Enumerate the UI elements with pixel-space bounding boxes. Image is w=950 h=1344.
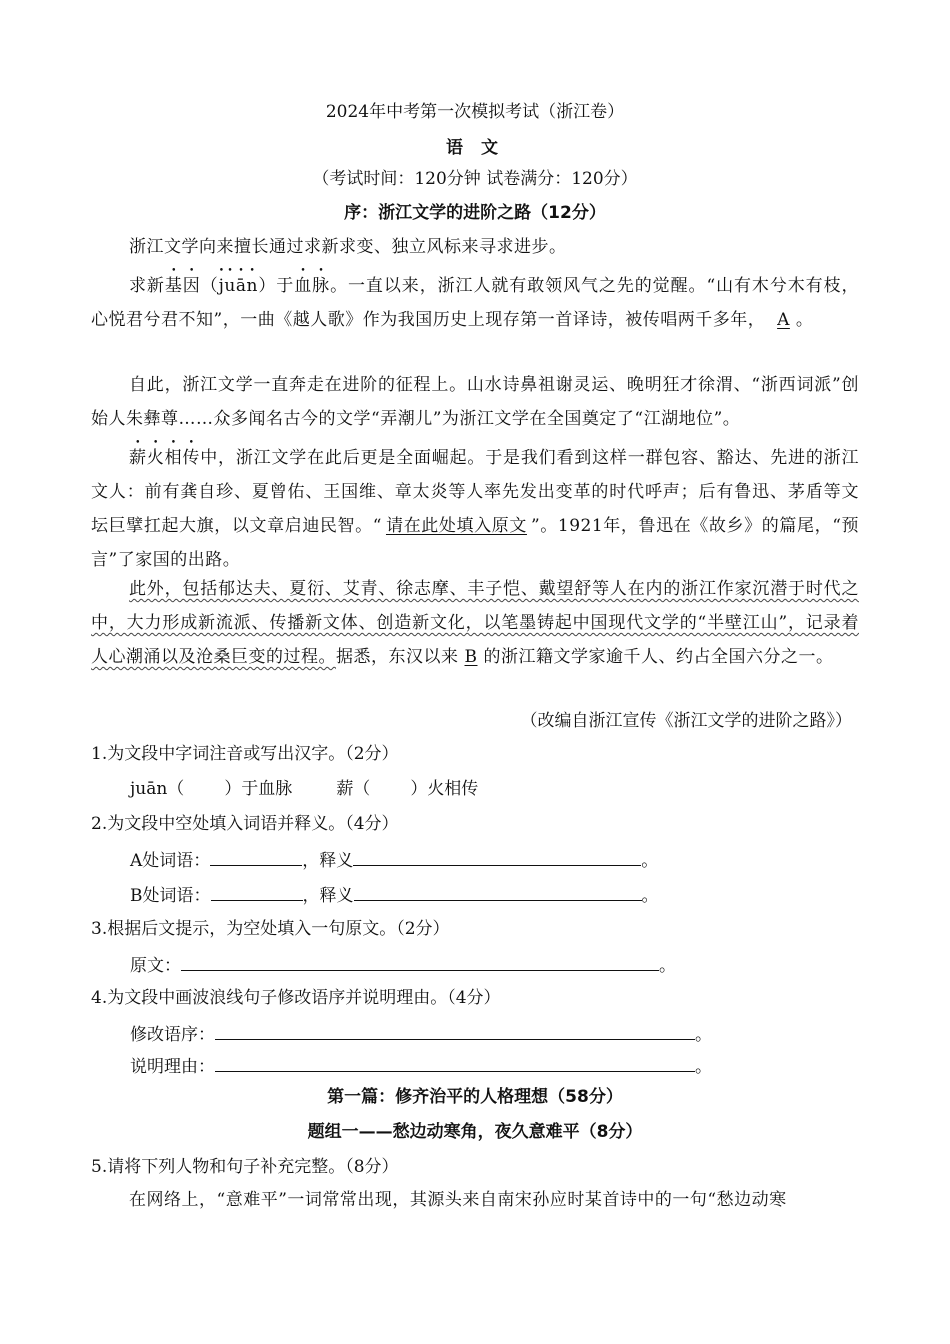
blank-a: A xyxy=(777,310,790,330)
part-1-title: 第一篇：修齐治平的人格理想（58分） xyxy=(327,1087,623,1107)
blank-b: B xyxy=(464,647,478,667)
section-title: 序：浙江文学的进阶之路（12分） xyxy=(344,203,606,223)
source-note: （改编自浙江宣传《浙江文学的进阶之路》） xyxy=(520,711,852,731)
question-4: 4.为文段中画波浪线句子修改语序并说明理由。（4分） xyxy=(91,988,501,1008)
question-5: 5.请将下列人物和句子补充完整。（8分） xyxy=(91,1157,399,1177)
exam-info: （考试时间：120分钟 试卷满分：120分） xyxy=(312,169,638,189)
question-2-b: B处词语： ，释义 。 xyxy=(130,882,659,908)
question-5-text: 在网络上，“意难平”一词常常出现，其源头来自南宋孙应时某首诗中的一句“愁边动寒 xyxy=(129,1190,787,1210)
answer-line[interactable] xyxy=(354,882,642,901)
subject-title: 语 文 xyxy=(446,138,504,158)
dotted-term-xuemai: 血脉 xyxy=(294,276,331,296)
answer-line[interactable] xyxy=(181,952,659,971)
question-2-a: A处词语： ，释义 。 xyxy=(130,847,658,873)
answer-line[interactable] xyxy=(211,882,303,901)
question-1-items: juān（ ）于血脉 薪（ ）火相传 xyxy=(130,779,479,799)
answer-line[interactable] xyxy=(353,847,641,866)
question-1: 1.为文段中字词注音或写出汉字。（2分） xyxy=(91,744,399,764)
question-2: 2.为文段中空处填入词语并释义。（4分） xyxy=(91,814,399,834)
question-4-answer-1: 修改语序： 。 xyxy=(130,1021,712,1047)
group-1-title: 题组一——愁边动寒角，夜久意难平（8分） xyxy=(307,1122,643,1142)
question-3: 3.根据后文提示，为空处填入一句原文。（2分） xyxy=(91,919,450,939)
paragraph-5: 此外，包括郁达夫、夏衍、艾青、徐志摩、丰子恺、戴望舒等人在内的浙江作家沉潜于时代之中，大力形成新流派、传播新文体、创造新文化，以笔墨铸起中国现代文学的“半壁江山”，记录着人心潮涌以及沧桑巨变的过程。据悉，东汉以来 B 的浙江籍文学家逾千人、约占全国六分之一。 xyxy=(91,579,859,667)
answer-line[interactable] xyxy=(215,1021,695,1040)
paragraph-2: 求新基因（juān）于血脉。一直以来，浙江人就有敢领风气之先的觉醒。“山有木兮木有枝，心悦君兮君不知”，一曲《越人歌》作为我国历史上现存第一首译诗，被传唱两千多年， A 。 xyxy=(91,276,860,330)
wavy-sentence: 此外，包括郁达夫、夏衍、艾青、徐志摩、丰子恺、戴望舒等人在内的浙江作家沉潜于时代之中，大力形成新流派、传播新文体、创造新文化，以笔墨铸起中国现代文学的“半壁江山”，记录着人心潮涌以及沧桑巨变的过程。 xyxy=(91,579,859,667)
exam-title: 2024年中考第一次模拟考试（浙江卷） xyxy=(325,102,625,122)
paragraph-4: 薪火相传中，浙江文学在此后更是全面崛起。于是我们看到这样一群包容、豁达、先进的浙江文人：前有龚自珍、夏曾佑、王国维、章太炎等人率先发出变革的时代呼声；后有鲁迅、茅盾等文坛巨擘扛起大旗，以文章启迪民智。“ 请在此处填入原文 ”。1921年，鲁迅在《故乡》的篇尾，“预言”了家国的出路。 xyxy=(91,448,859,570)
question-4-answer-2: 说明理由： 。 xyxy=(130,1053,712,1079)
fill-in-original-text: 请在此处填入原文 xyxy=(385,516,527,536)
paragraph-3: 自此，浙江文学一直奔走在进阶的征程上。山水诗鼻祖谢灵运、晚明狂才徐渭、“浙西词派”创始人朱彝尊……众多闻名古今的文学“弄潮儿”为浙江文学在全国奠定了“江湖地位”。 xyxy=(91,375,859,429)
question-3-answer: 原文： 。 xyxy=(130,952,676,978)
answer-line[interactable] xyxy=(210,847,302,866)
answer-line[interactable] xyxy=(215,1053,695,1072)
paragraph-1: 浙江文学向来擅长通过求新求变、独立风标来寻求进步。 xyxy=(129,237,567,257)
dotted-term-xinhuo: 薪火相传 xyxy=(129,448,201,468)
dotted-term-jiyin: 基因（juān） xyxy=(164,276,277,296)
